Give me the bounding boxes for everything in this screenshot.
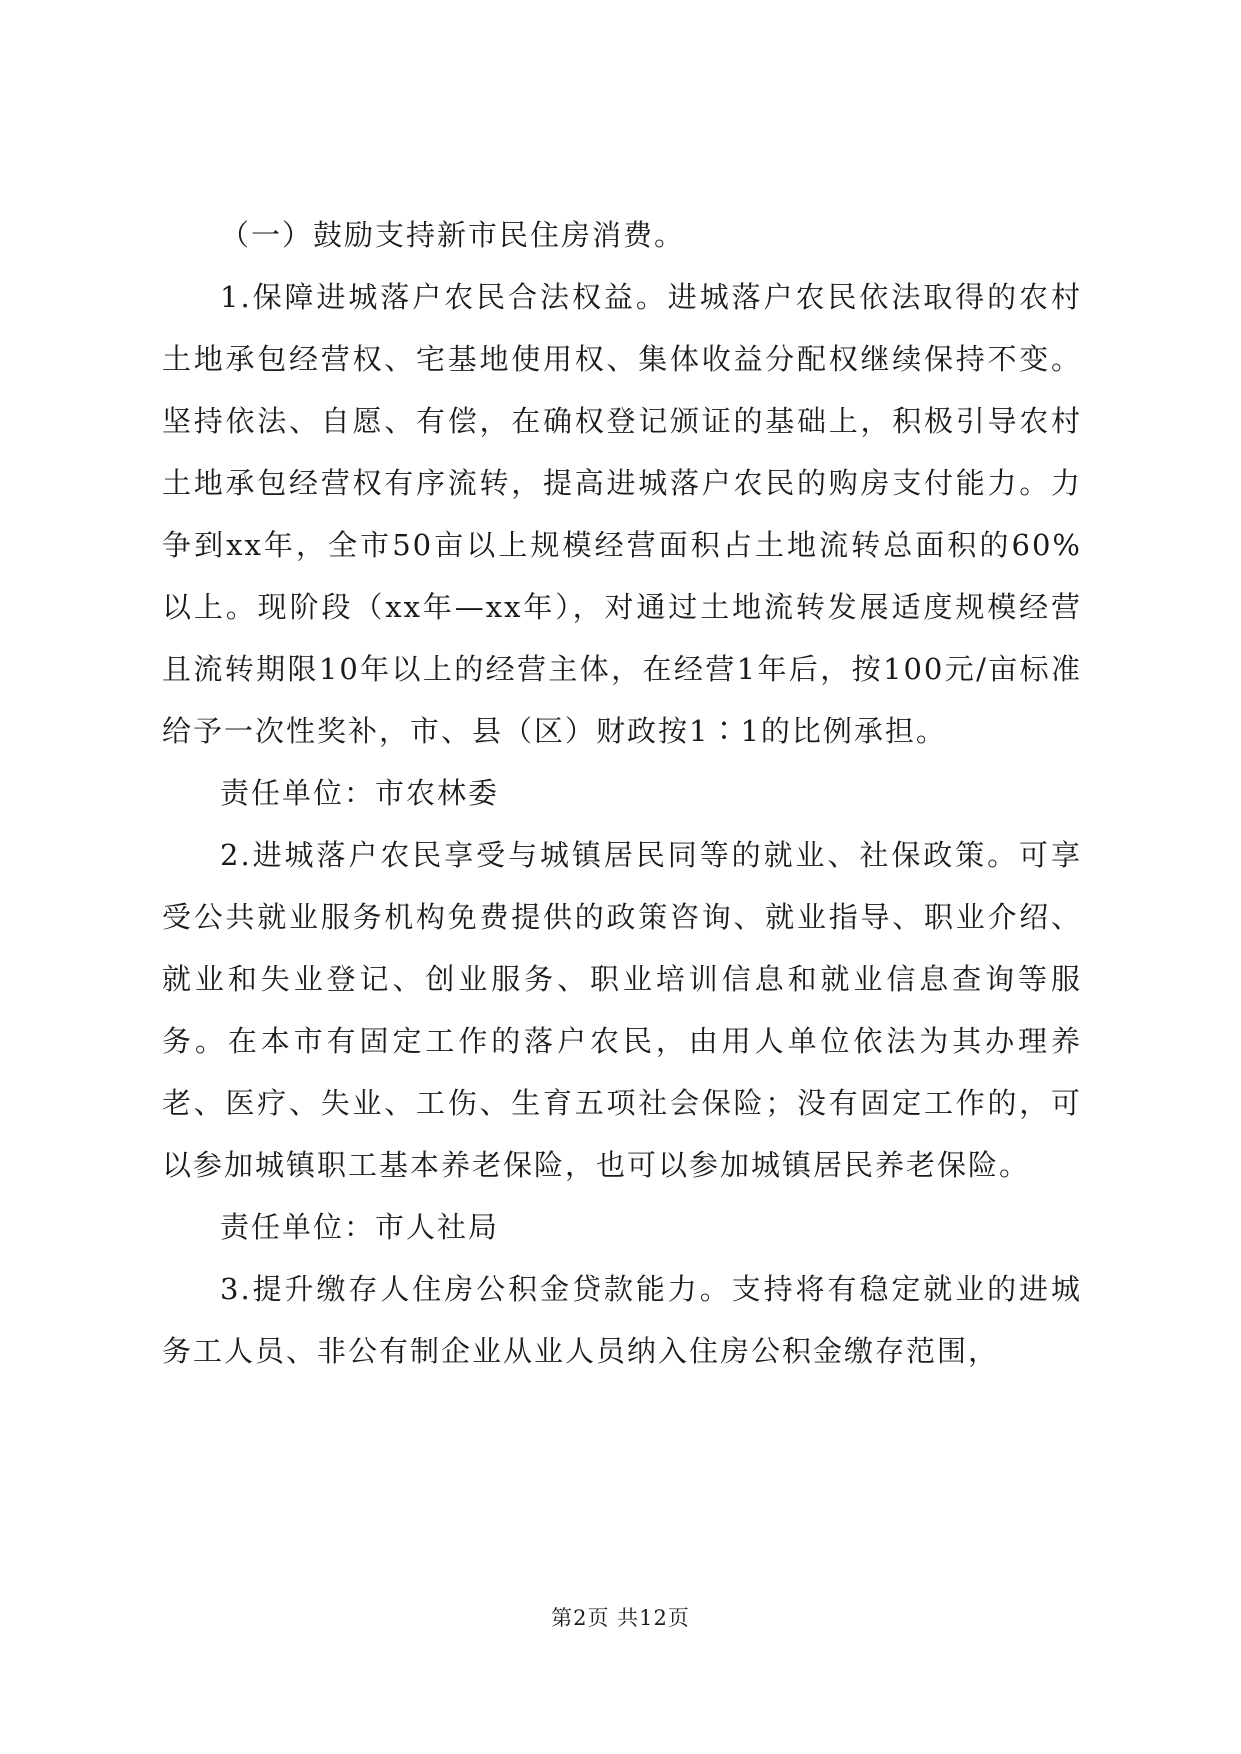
responsible-unit-2: 责任单位：市人社局 <box>220 1210 500 1244</box>
document-body <box>162 204 1082 1382</box>
paragraph-item-3: 3.提升缴存人住房公积金贷款能力。支持将有稳定就业的进城务工人员、非公有制企业从业人员纳入住房公积金缴存范围， <box>162 1272 1082 1368</box>
page-footer: 第2页 共12页 <box>551 1606 690 1630</box>
section-heading: （一）鼓励支持新市民住房消费。 <box>220 218 686 252</box>
responsible-unit-1: 责任单位：市农林委 <box>220 776 500 810</box>
paragraph-item-2: 2.进城落户农民享受与城镇居民同等的就业、社保政策。可享受公共就业服务机构免费提供的政策咨询、就业指导、职业介绍、就业和失业登记、创业服务、职业培训信息和就业信息查询等服务。在本市有固定工作的落户农民，由用人单位依法为其办理养老、医疗、失业、工伤、生育五项社会保险；没有固定工作的，可以参加城镇职工基本养老保险，也可以参加城镇居民养老保险。 <box>162 838 1082 1182</box>
paragraph-item-1: 1.保障进城落户农民合法权益。进城落户农民依法取得的农村土地承包经营权、宅基地使用权、集体收益分配权继续保持不变。坚持依法、自愿、有偿，在确权登记颁证的基础上，积极引导农村土地承包经营权有序流转，提高进城落户农民的购房支付能力。力争到xx年，全市50亩以上规模经营面积占土地流转总面积的60%以上。现阶段（xx年—xx年），对通过土地流转发展适度规模经营且流转期限10年以上的经营主体，在经营1年后，按100元/亩标准给予一次性奖补，市、县（区）财政按1∶1的比例承担。 <box>162 280 1082 748</box>
